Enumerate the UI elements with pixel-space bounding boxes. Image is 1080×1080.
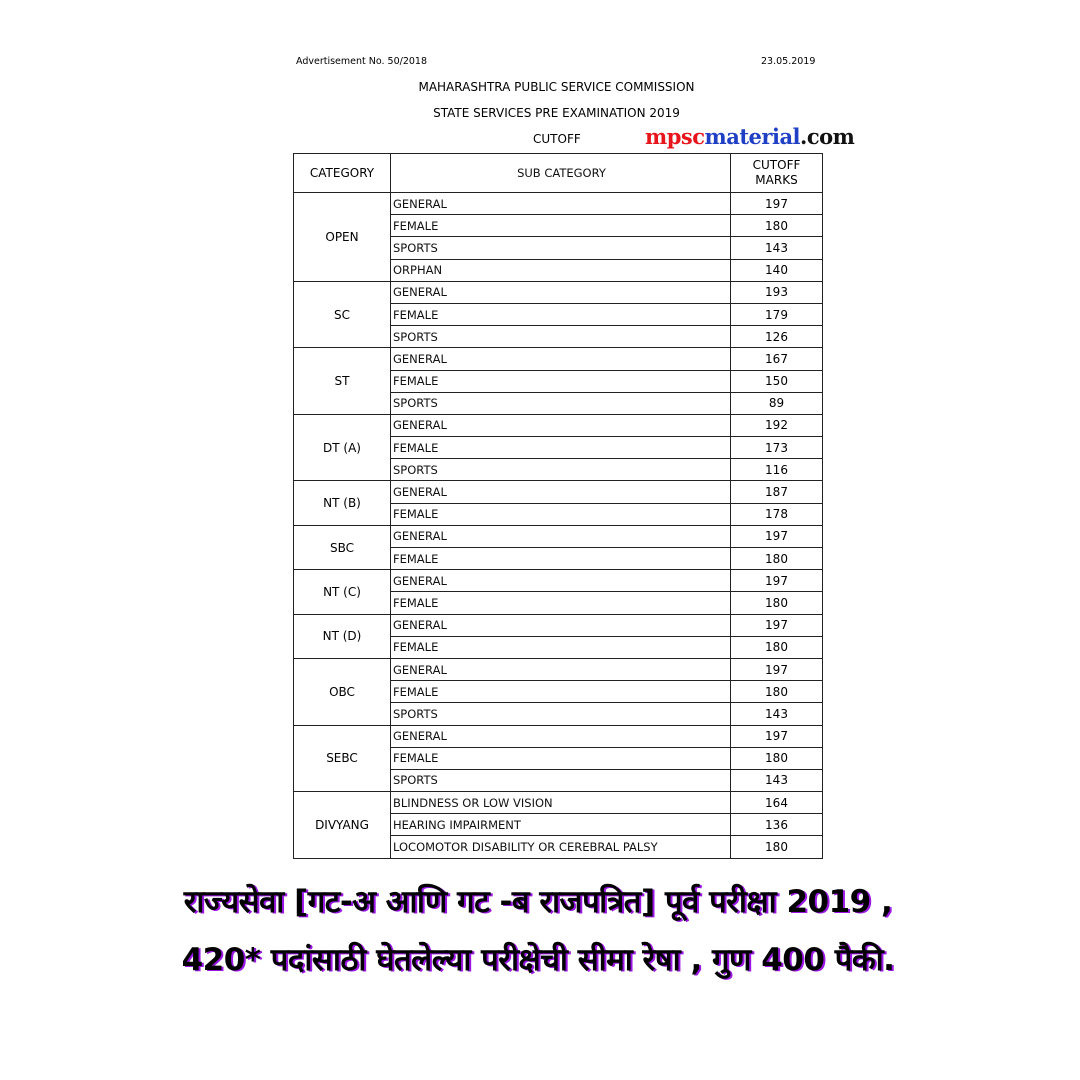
cutoff-marks-cell: 143 — [731, 769, 823, 791]
sub-category-cell: SPORTS — [391, 703, 731, 725]
table-row — [294, 481, 823, 503]
cutoff-marks-cell: 126 — [731, 326, 823, 348]
sub-category-cell: FEMALE — [391, 636, 731, 658]
cutoff-marks-cell: 167 — [731, 348, 823, 370]
sub-category-cell: GENERAL — [391, 193, 731, 215]
cutoff-marks-cell: 116 — [731, 459, 823, 481]
table-header-row — [294, 154, 823, 193]
cutoff-marks-cell: 136 — [731, 814, 823, 836]
cutoff-marks-cell: 140 — [731, 259, 823, 281]
header-cutoff-marks: CUTOFF MARKS — [731, 154, 823, 193]
sub-category-cell: FEMALE — [391, 370, 731, 392]
cutoff-marks-cell: 197 — [731, 614, 823, 636]
sub-category-cell: FEMALE — [391, 747, 731, 769]
organization-title: MAHARASHTRA PUBLIC SERVICE COMMISSION — [418, 80, 695, 94]
caption-line-2: 420* पदांसाठी घेतलेल्या परीक्षेची सीमा रेषा , गुण 400 पैकी. — [181, 942, 895, 978]
sub-category-cell: FEMALE — [391, 681, 731, 703]
cutoff-marks-cell: 197 — [731, 193, 823, 215]
category-cell: NT (D) — [294, 614, 391, 658]
cutoff-marks-cell: 192 — [731, 414, 823, 436]
cutoff-marks-cell: 197 — [731, 658, 823, 680]
sub-category-cell: SPORTS — [391, 392, 731, 414]
table-row — [294, 281, 823, 303]
sub-category-cell: SPORTS — [391, 326, 731, 348]
category-cell: OBC — [294, 658, 391, 725]
sub-category-cell: GENERAL — [391, 481, 731, 503]
cutoff-marks-cell: 150 — [731, 370, 823, 392]
category-cell: SC — [294, 281, 391, 348]
category-cell: SBC — [294, 525, 391, 569]
watermark-part-com: .com — [800, 124, 855, 149]
cutoff-marks-cell: 180 — [731, 747, 823, 769]
sub-category-cell: GENERAL — [391, 570, 731, 592]
cutoff-table — [293, 153, 823, 859]
cutoff-marks-cell: 180 — [731, 681, 823, 703]
sub-category-cell: LOCOMOTOR DISABILITY OR CEREBRAL PALSY — [391, 836, 731, 858]
sub-category-cell: GENERAL — [391, 348, 731, 370]
table-row — [294, 525, 823, 547]
sub-category-cell: HEARING IMPAIRMENT — [391, 814, 731, 836]
category-cell: NT (B) — [294, 481, 391, 525]
sub-category-cell: GENERAL — [391, 525, 731, 547]
sub-category-cell: FEMALE — [391, 215, 731, 237]
cutoff-marks-cell: 178 — [731, 503, 823, 525]
cutoff-marks-cell: 197 — [731, 725, 823, 747]
sub-category-cell: BLINDNESS OR LOW VISION — [391, 792, 731, 814]
cutoff-marks-cell: 180 — [731, 636, 823, 658]
cutoff-marks-cell: 143 — [731, 703, 823, 725]
cutoff-subtitle: CUTOFF — [533, 132, 581, 146]
cutoff-marks-cell: 143 — [731, 237, 823, 259]
sub-category-cell: ORPHAN — [391, 259, 731, 281]
caption-line-1: राज्यसेवा [गट-अ आणि गट -ब राजपत्रित] पूर्व परीक्षा 2019 , — [183, 884, 893, 920]
sub-category-cell: GENERAL — [391, 281, 731, 303]
sub-category-cell: GENERAL — [391, 614, 731, 636]
header-category: CATEGORY — [294, 154, 391, 193]
sub-category-cell: SPORTS — [391, 769, 731, 791]
notice-date: 23.05.2019 — [761, 56, 816, 67]
cutoff-marks-cell: 187 — [731, 481, 823, 503]
table-row — [294, 792, 823, 814]
category-cell: DT (A) — [294, 414, 391, 481]
watermark-part-material: material — [704, 124, 801, 149]
cutoff-marks-cell: 180 — [731, 548, 823, 570]
category-cell: NT (C) — [294, 570, 391, 614]
table-row — [294, 658, 823, 680]
sub-category-cell: GENERAL — [391, 414, 731, 436]
table-row — [294, 570, 823, 592]
sub-category-cell: GENERAL — [391, 658, 731, 680]
cutoff-marks-cell: 180 — [731, 215, 823, 237]
sub-category-cell: SPORTS — [391, 459, 731, 481]
cutoff-marks-cell: 179 — [731, 303, 823, 325]
exam-title: STATE SERVICES PRE EXAMINATION 2019 — [433, 106, 680, 120]
cutoff-marks-cell: 180 — [731, 592, 823, 614]
sub-category-cell: FEMALE — [391, 303, 731, 325]
cutoff-marks-cell: 173 — [731, 437, 823, 459]
cutoff-marks-cell: 197 — [731, 525, 823, 547]
sub-category-cell: FEMALE — [391, 548, 731, 570]
sub-category-cell: SPORTS — [391, 237, 731, 259]
sub-category-cell: GENERAL — [391, 725, 731, 747]
category-cell: ST — [294, 348, 391, 415]
table-row — [294, 348, 823, 370]
category-cell: DIVYANG — [294, 792, 391, 859]
watermark-part-mpsc: mpsc — [645, 124, 705, 149]
cutoff-marks-cell: 180 — [731, 836, 823, 858]
cutoff-marks-cell: 197 — [731, 570, 823, 592]
table-body — [294, 193, 823, 859]
cutoff-marks-cell: 164 — [731, 792, 823, 814]
watermark-logo — [645, 124, 854, 149]
sub-category-cell: FEMALE — [391, 503, 731, 525]
table-row — [294, 193, 823, 215]
cutoff-marks-cell: 89 — [731, 392, 823, 414]
sub-category-cell: FEMALE — [391, 592, 731, 614]
header-sub-category: SUB CATEGORY — [391, 154, 731, 193]
table-row — [294, 614, 823, 636]
table-row — [294, 414, 823, 436]
advertisement-number: Advertisement No. 50/2018 — [296, 56, 428, 67]
category-cell: OPEN — [294, 193, 391, 282]
sub-category-cell: FEMALE — [391, 437, 731, 459]
category-cell: SEBC — [294, 725, 391, 792]
table-row — [294, 725, 823, 747]
cutoff-marks-cell: 193 — [731, 281, 823, 303]
